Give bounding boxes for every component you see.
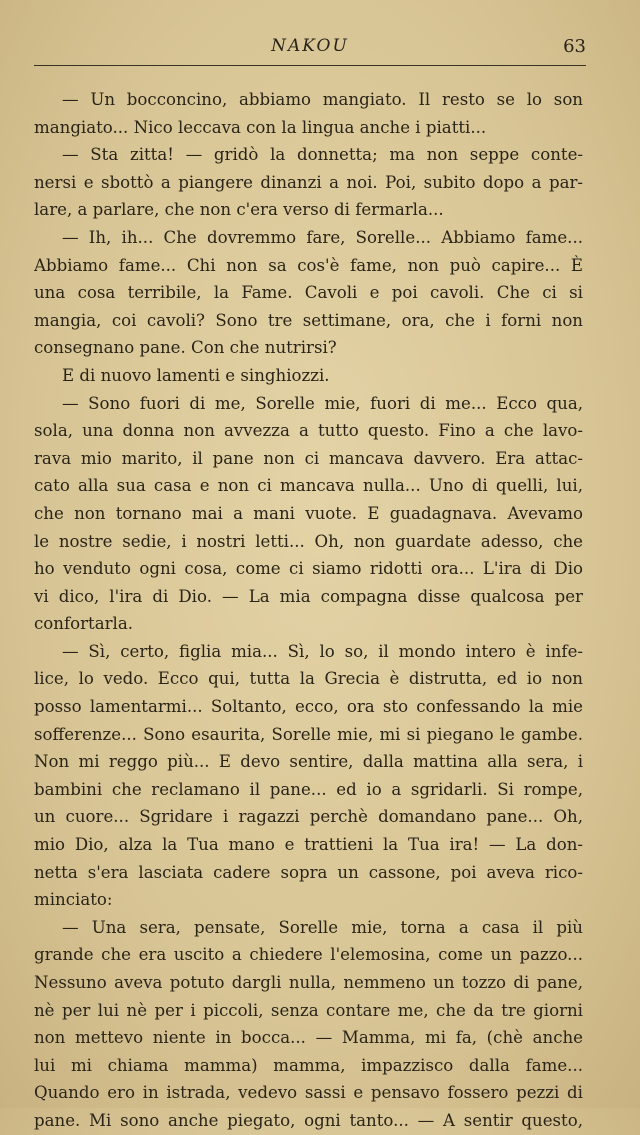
text-line: confortarla. [34,614,134,634]
text-line: nè per lui nè per i piccoli, senza contare me, che da tre giorni [34,1000,583,1020]
text-line: le nostre sedie, i nostri letti... Oh, non guardate adesso, che [34,531,583,551]
text-line: Quando ero in istrada, vedevo sassi e pensavo fossero pezzi di [34,1083,583,1103]
text-line: E di nuovo lamenti e singhiozzi. [62,365,330,385]
text-line: mangiato... Nico leccava con la lingua anche i piatti... [34,117,487,137]
running-head [34,34,586,64]
text-line: pane. Mi sono anche piegato, ogni tanto... — A sentir questo, [34,1110,583,1130]
header-rule [34,65,586,66]
text-line: posso lamentarmi... Soltanto, ecco, ora sto confessando la mie [34,697,583,717]
text-line: cato alla sua casa e non ci mancava nulla... Uno di quelli, lui, [34,476,583,496]
text-line: mangia, coi cavoli? Sono tre settimane, ora, che i forni non [34,310,583,330]
text-line: — Un bocconcino, abbiamo mangiato. Il resto se lo son [62,90,583,109]
text-line: minciato: [34,890,113,910]
text-line: vi dico, l'ira di Dio. — La mia compagna disse qualcosa per [34,586,583,606]
text-line: ho venduto ogni cosa, come ci siamo ridotti ora... L'ira di Dio [34,559,583,579]
text-line: Non mi reggo più... E devo sentire, dalla mattina alla sera, i [34,752,583,772]
text-line: rava mio marito, il pane non ci mancava davvero. Era attac- [34,448,583,468]
text-line: sola, una donna non avvezza a tutto questo. Fino a che lavo- [34,421,583,441]
text-line: non mettevo niente in bocca... — Mamma, mi fa, (chè anche [34,1028,583,1048]
text-line: mio Dio, alza la Tua mano e trattieni la Tua ira! — La don- [34,835,583,855]
text-line: — Sta zitta! — gridò la donnetta; ma non seppe conte- [62,145,583,165]
text-line: lice, lo vedo. Ecco qui, tutta la Grecia è distrutta, ed io non [34,669,583,689]
text-line: Abbiamo fame... Chi non sa cos'è fame, non può capire... È [34,255,583,275]
text-line: una cosa terribile, la Fame. Cavoli e poi cavoli. Che ci si [34,283,583,303]
text-line: consegnano pane. Con che nutrirsi? [34,338,337,358]
text-line: grande che era uscito a chiedere l'elemosina, come un pazzo... [34,945,583,965]
text-line: — Ih, ih... Che dovremmo fare, Sorelle... Abbiamo fame... [62,227,583,247]
text-line: lare, a parlare, che non c'era verso di fermarla... [34,200,444,220]
text-line: — Sono fuori di me, Sorelle mie, fuori di me... Ecco qua, [62,393,583,413]
text-line: — Sì, certo, figlia mia... Sì, lo so, il mondo intero è infe- [62,641,583,661]
page-number: 63 [563,36,586,57]
text-line: che non tornano mai a mani vuote. E guadagnava. Avevamo [34,503,583,523]
text-line: netta s'era lasciata cadere sopra un cassone, poi aveva rico- [34,862,583,882]
text-line: nersi e sbottò a piangere dinanzi a noi. Poi, subito dopo a par- [34,172,583,192]
text-line: un cuore... Sgridare i ragazzi perchè domandano pane... Oh, [34,807,583,827]
running-title: NAKOU [271,36,349,56]
text-line: bambini che reclamano il pane... ed io a sgridarli. Si rompe, [34,779,583,799]
text-line: Nessuno aveva potuto dargli nulla, nemmeno un tozzo di pane, [34,973,583,992]
text-line: lui mi chiama mamma) mamma, impazzisco dalla fame... [34,1055,583,1075]
body-text [34,86,583,1135]
text-line: — Una sera, pensate, Sorelle mie, torna a casa il più [62,917,583,937]
text-line: sofferenze... Sono esaurita, Sorelle mie, mi si piegano le gambe. [34,724,583,744]
